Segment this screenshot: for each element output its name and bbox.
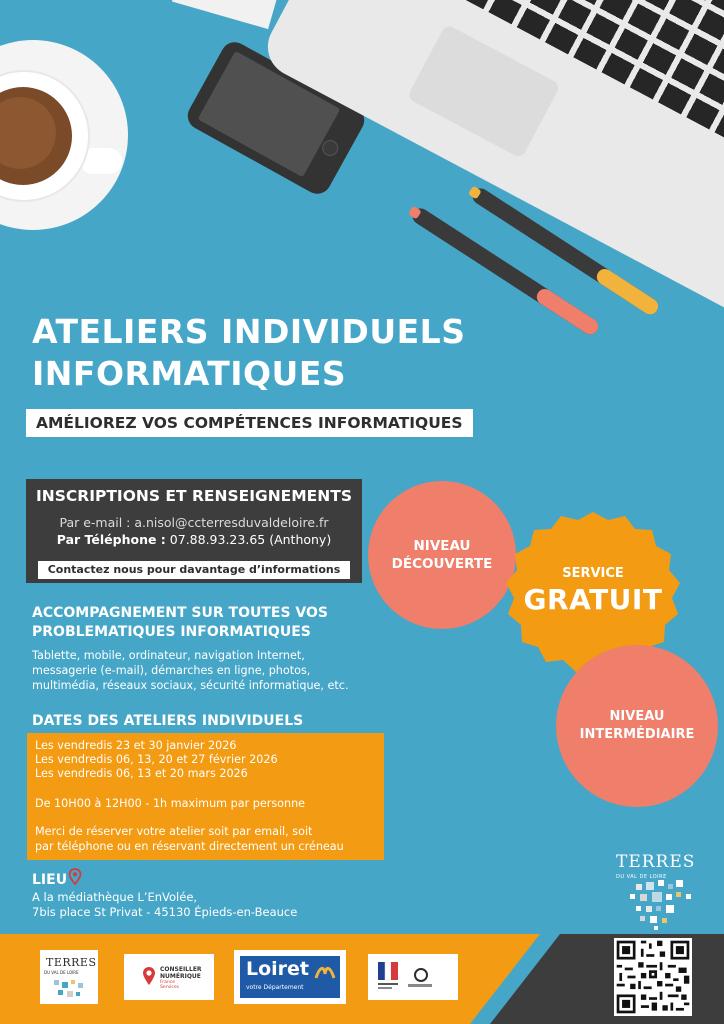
dates-box (27, 733, 384, 860)
accompagnement-title-line1: ACCOMPAGNEMENT SUR TOUTES VOS (32, 605, 329, 621)
partner-circle-icon (414, 968, 428, 982)
terres-footer-word: TERRES (46, 956, 97, 969)
badge-niveau-intermediaire (556, 645, 718, 807)
accompagnement-title-line2: PROBLEMATIQUES INFORMATIQUES (32, 624, 311, 640)
inscriptions-title: INSCRIPTIONS ET RENSEIGNEMENTS (36, 487, 352, 505)
date-line: Les vendredis 06, 13 et 20 mars 2026 (35, 767, 248, 780)
france-services-text (160, 980, 179, 990)
badge-decouverte-line2: DÉCOUVERTE (391, 556, 493, 572)
marianne-flag-icon (378, 962, 398, 992)
loiret-logo (234, 950, 346, 1004)
terres-logo-sub: DU VAL DE LOIRE (616, 874, 667, 880)
page-title (32, 311, 465, 395)
hours-line: De 10H00 à 12H00 - 1h maximum par personne (35, 797, 306, 810)
date-line: Les vendredis 23 et 30 janvier 2026 (35, 739, 237, 752)
accompagnement-text (32, 648, 392, 693)
partner-text-line (408, 984, 432, 987)
service-label: SERVICE (562, 566, 624, 581)
service-gratuit-text (498, 565, 688, 617)
loiret-logo-panel (240, 956, 340, 998)
paper-illustration (172, 0, 278, 29)
terres-logo-word: TERRES (616, 852, 696, 872)
conseiller-line1: CONSEILLER (160, 966, 202, 973)
phone-line[interactable] (26, 532, 362, 547)
accompagnement-line: Tablette, mobile, ordinateur, navigation Internet, (32, 649, 305, 662)
phone-value: 07.88.93.23.65 (Anthony) (169, 532, 332, 547)
title-line-1: ATELIERS INDIVIDUELS (32, 312, 466, 351)
booking-line: par téléphone ou en réservant directement un créneau (35, 840, 344, 853)
contact-banner: Contactez nous pour davantage d’informations (38, 561, 350, 579)
terres-footer-sub: DU VAL DE LOIRE (44, 970, 79, 975)
badge-niveau-decouverte (368, 481, 516, 629)
loiret-wave-icon (314, 962, 336, 982)
lieu-line-2: 7bis place St Privat - 45130 Épieds-en-Beauce (32, 905, 298, 919)
badge-decouverte-line1: NIVEAU (413, 538, 471, 554)
phone-label: Par Téléphone : (56, 532, 166, 547)
date-line: Les vendredis 06, 13, 20 et 27 février 2026 (35, 753, 278, 766)
conseiller-numerique-text (160, 966, 202, 980)
email-line[interactable]: Par e-mail : a.nisol@ccterresduvaldeloire.fr (59, 515, 329, 530)
inscriptions-box (26, 479, 362, 583)
loiret-word: Loiret (246, 958, 310, 980)
republique-francaise-logo (368, 954, 458, 1000)
subtitle-banner: AMÉLIOREZ VOS COMPÉTENCES INFORMATIQUES (26, 409, 473, 437)
trackpad-illustration (407, 24, 561, 159)
booking-line: Merci de réserver votre atelier soit par email, soit (35, 825, 313, 838)
conseiller-numerique-logo (124, 954, 214, 1000)
terres-footer-squares-icon (52, 978, 88, 1000)
accompagnement-line: messagerie (e-mail), démarches en ligne, photos, (32, 664, 311, 677)
france-line: France (160, 980, 175, 985)
lieu-title: LIEU (32, 872, 68, 888)
badge-intermediaire-line2: INTERMÉDIAIRE (579, 727, 695, 742)
services-line: Services (160, 985, 179, 990)
location-pin-icon (68, 868, 82, 886)
accompagnement-title (32, 604, 372, 642)
badge-intermediaire-line1: NIVEAU (609, 709, 665, 724)
terres-footer-logo (40, 950, 98, 1004)
conseiller-line2: NUMÉRIQUE (160, 973, 201, 980)
qr-code-icon[interactable] (614, 938, 692, 1016)
loiret-sub: votre Département (246, 984, 304, 991)
dates-title: DATES DES ATELIERS INDIVIDUELS (32, 713, 304, 729)
conseiller-pin-icon (142, 966, 156, 986)
cup-handle-illustration (80, 148, 122, 174)
title-line-2: INFORMATIQUES (32, 354, 347, 393)
accompagnement-line: multimédia, réseaux sociaux, sécurité informatique, etc. (32, 679, 349, 692)
lieu-line-1: A la médiathèque L’EnVolée, (32, 890, 198, 904)
gratuit-label: GRATUIT (523, 583, 663, 616)
